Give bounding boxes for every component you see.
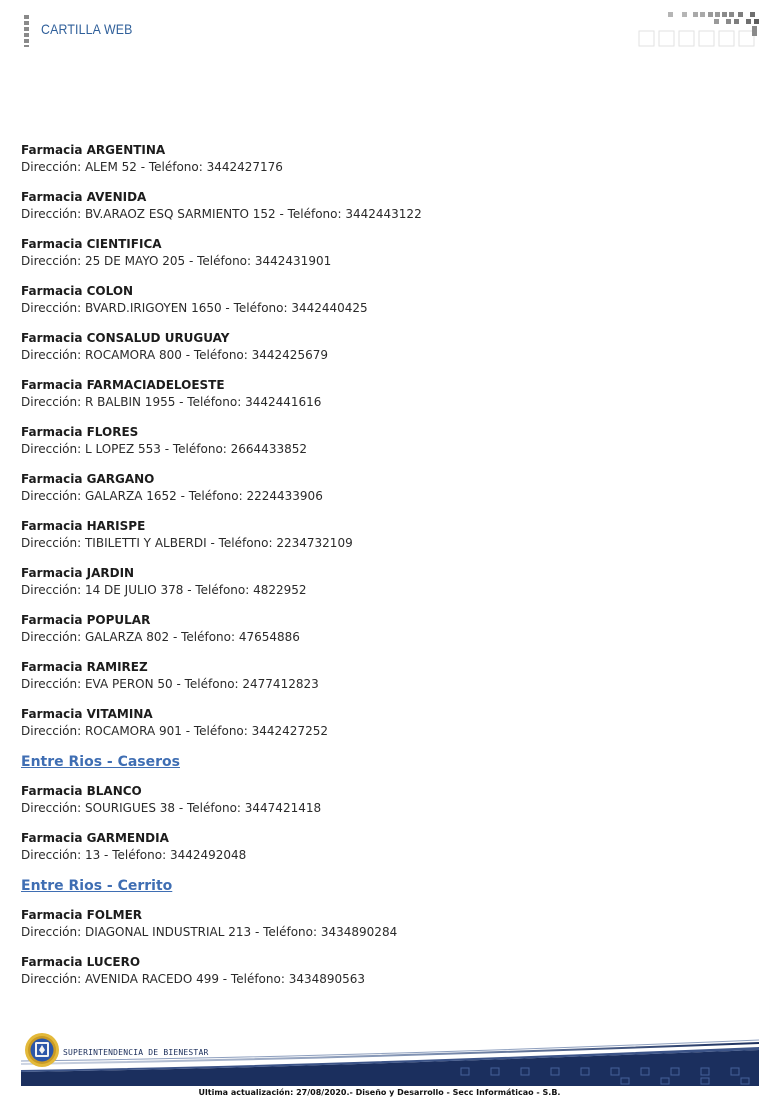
pharmacy-entry	[21, 377, 741, 411]
pharmacy-name: Farmacia FARMACIADELOESTE	[21, 378, 225, 392]
last-update-text: Ultima actualización: 27/08/2020.- Diseño y Desarrollo - Secc Informáticao - S.B.	[198, 1088, 561, 1097]
pharmacy-name: Farmacia FOLMER	[21, 908, 143, 922]
pharmacy-name: Farmacia CIENTIFICA	[21, 237, 162, 251]
pharmacy-entry	[21, 659, 741, 693]
pharmacy-address-phone: Dirección: 14 DE JULIO 378 - Teléfono: 4822952	[21, 583, 307, 597]
pharmacy-address-phone: Dirección: BV.ARAOZ ESQ SARMIENTO 152 - Teléfono: 3442443122	[21, 207, 422, 221]
pharmacy-address-phone: Dirección: SOURIGUES 38 - Teléfono: 3447421418	[21, 801, 322, 815]
pharmacy-address-phone: Dirección: 25 DE MAYO 205 - Teléfono: 3442431901	[21, 254, 332, 268]
pharmacy-entry	[21, 142, 741, 176]
footer-organization-name: SUPERINTENDENCIA DE BIENESTAR	[63, 1048, 209, 1057]
pharmacy-name: Farmacia VITAMINA	[21, 707, 153, 721]
pharmacy-directory	[21, 142, 741, 1001]
pharmacy-address-phone: Dirección: GALARZA 1652 - Teléfono: 2224433906	[21, 489, 323, 503]
pharmacy-address-phone: Dirección: AVENIDA RACEDO 499 - Teléfono: 3434890563	[21, 972, 366, 986]
pharmacy-address-phone: Dirección: EVA PERON 50 - Teléfono: 2477412823	[21, 677, 319, 691]
header-accent-bar	[24, 15, 29, 47]
pharmacy-name: Farmacia GARMENDIA	[21, 831, 169, 845]
page-header	[0, 0, 759, 60]
pharmacy-entry	[21, 830, 741, 864]
pharmacy-entry	[21, 189, 741, 223]
pharmacy-entry	[21, 424, 741, 458]
pharmacy-entry	[21, 706, 741, 740]
pharmacy-entry	[21, 565, 741, 599]
pharmacy-name: Farmacia HARISPE	[21, 519, 146, 533]
pharmacy-name: Farmacia GARGANO	[21, 472, 155, 486]
pharmacy-name: Farmacia ARGENTINA	[21, 143, 166, 157]
pharmacy-name: Farmacia FLORES	[21, 425, 139, 439]
page-footer	[0, 1028, 759, 1101]
pharmacy-name: Farmacia COLON	[21, 284, 134, 298]
footer-banner	[21, 1028, 759, 1088]
pharmacy-address-phone: Dirección: GALARZA 802 - Teléfono: 47654886	[21, 630, 300, 644]
pharmacy-entry	[21, 783, 741, 817]
pharmacy-address-phone: Dirección: ROCAMORA 901 - Teléfono: 3442427252	[21, 724, 328, 738]
pharmacy-entry	[21, 907, 741, 941]
section-title-cerrito[interactable]: Entre Rios - Cerrito	[21, 878, 173, 894]
pharmacy-entry	[21, 330, 741, 364]
pharmacy-entry	[21, 236, 741, 270]
pharmacy-entry	[21, 283, 741, 317]
superintendencia-seal-logo	[24, 1032, 60, 1068]
pharmacy-entry	[21, 612, 741, 646]
pharmacy-name: Farmacia LUCERO	[21, 955, 141, 969]
pharmacy-name: Farmacia RAMIREZ	[21, 660, 148, 674]
pharmacy-name: Farmacia POPULAR	[21, 613, 151, 627]
pharmacy-address-phone: Dirección: ALEM 52 - Teléfono: 3442427176	[21, 160, 283, 174]
pharmacy-address-phone: Dirección: ROCAMORA 800 - Teléfono: 3442425679	[21, 348, 328, 362]
pharmacy-address-phone: Dirección: TIBILETTI Y ALBERDI - Teléfono: 2234732109	[21, 536, 353, 550]
pharmacy-name: Farmacia JARDIN	[21, 566, 135, 580]
section-title-caseros[interactable]: Entre Rios - Caseros	[21, 754, 180, 770]
pharmacy-entry	[21, 954, 741, 988]
pharmacy-entry	[21, 518, 741, 552]
pharmacy-entry	[21, 471, 741, 505]
pharmacy-name: Farmacia AVENIDA	[21, 190, 147, 204]
pharmacy-address-phone: Dirección: BVARD.IRIGOYEN 1650 - Teléfono: 3442440425	[21, 301, 368, 315]
page-title: CARTILLA WEB	[41, 21, 133, 37]
header-pixel-pattern	[638, 12, 759, 48]
pharmacy-name: Farmacia CONSALUD URUGUAY	[21, 331, 230, 345]
pharmacy-name: Farmacia BLANCO	[21, 784, 142, 798]
pharmacy-address-phone: Dirección: L LOPEZ 553 - Teléfono: 2664433852	[21, 442, 307, 456]
pharmacy-address-phone: Dirección: R BALBIN 1955 - Teléfono: 3442441616	[21, 395, 322, 409]
pharmacy-address-phone: Dirección: DIAGONAL INDUSTRIAL 213 - Teléfono: 3434890284	[21, 925, 398, 939]
pharmacy-address-phone: Dirección: 13 - Teléfono: 3442492048	[21, 848, 247, 862]
